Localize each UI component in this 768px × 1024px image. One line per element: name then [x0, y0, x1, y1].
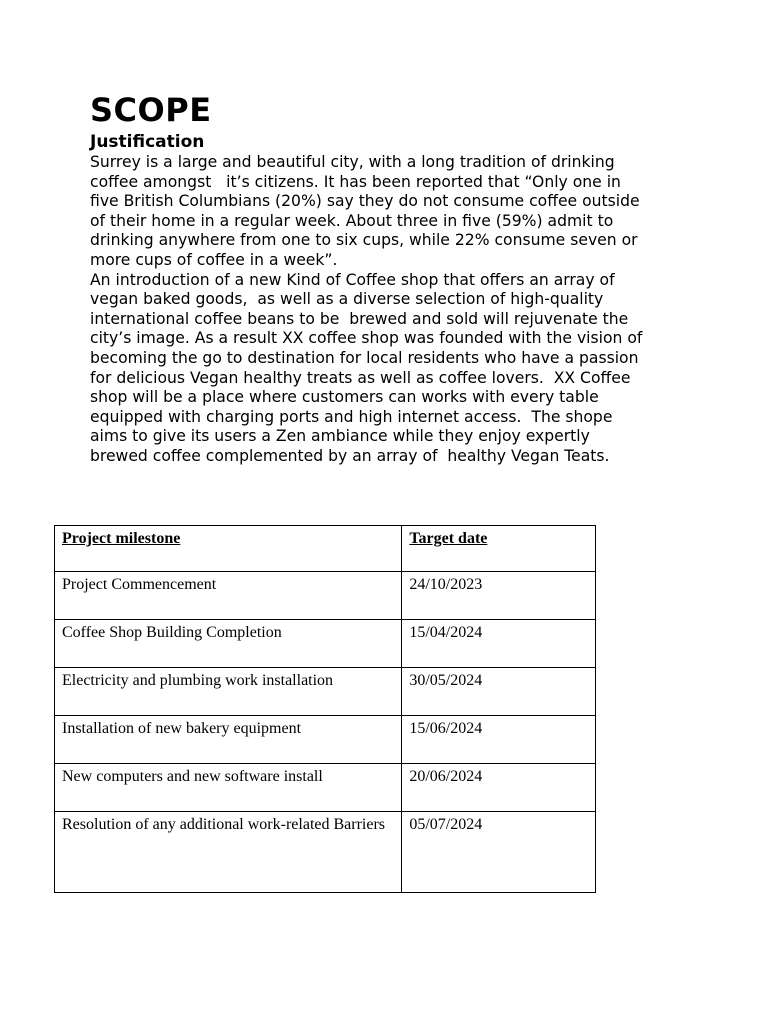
paragraph-line: coffee amongst it’s citizens. It has been reported that “Only one in [90, 172, 621, 191]
paragraph-line: vegan baked goods, as well as a diverse selection of high-quality [90, 290, 604, 309]
target-date-cell: 05/07/2024 [402, 812, 596, 893]
paragraph-line: aims to give its users a Zen ambiance while they enjoy expertly [90, 427, 590, 446]
milestone-cell: New computers and new software install [55, 764, 402, 812]
paragraph-line: of their home in a regular week. About three in five (59%) admit to [90, 211, 614, 230]
page-title: SCOPE [90, 91, 212, 129]
table-row [55, 668, 596, 716]
milestone-cell: Electricity and plumbing work installation [55, 668, 402, 716]
table-row [55, 812, 596, 893]
table-header-row [55, 526, 596, 572]
target-date-cell: 30/05/2024 [402, 668, 596, 716]
paragraph-line: drinking anywhere from one to six cups, while 22% consume seven or [90, 231, 638, 250]
paragraph-line: Surrey is a large and beautiful city, with a long tradition of drinking [90, 153, 615, 171]
paragraph-line: shop will be a place where customers can works with every table [90, 388, 599, 407]
paragraph-line: city’s image. As a result XX coffee shop was founded with the vision of [90, 329, 643, 348]
justification-paragraph [90, 153, 690, 467]
table-row [55, 716, 596, 764]
table-row [55, 620, 596, 668]
milestone-cell: Resolution of any additional work-related Barriers [55, 812, 402, 893]
target-date-cell: 20/06/2024 [402, 764, 596, 812]
target-date-cell: 15/06/2024 [402, 716, 596, 764]
paragraph-line: brewed coffee complemented by an array of healthy Vegan Teats. [90, 446, 610, 465]
header-target-date: Target date [402, 526, 596, 572]
target-date-cell: 24/10/2023 [402, 572, 596, 620]
section-heading: Justification [90, 132, 205, 152]
milestone-cell: Coffee Shop Building Completion [55, 620, 402, 668]
target-date-cell: 15/04/2024 [402, 620, 596, 668]
paragraph-line: An introduction of a new Kind of Coffee shop that offers an array of [90, 270, 615, 289]
paragraph-line: for delicious Vegan healthy treats as well as coffee lovers. XX Coffee [90, 368, 631, 387]
paragraph-line: equipped with charging ports and high internet access. The shope [90, 407, 613, 426]
table-row [55, 572, 596, 620]
header-project-milestone: Project milestone [55, 526, 402, 572]
milestone-cell: Project Commencement [55, 572, 402, 620]
milestone-cell: Installation of new bakery equipment [55, 716, 402, 764]
paragraph-line: five British Columbians (20%) say they do not consume coffee outside [90, 192, 640, 211]
table-row [55, 764, 596, 812]
paragraph-line: more cups of coffee in a week”. [90, 250, 338, 269]
paragraph-line: becoming the go to destination for local residents who have a passion [90, 348, 639, 367]
paragraph-line: international coffee beans to be brewed and sold will rejuvenate the [90, 309, 629, 328]
milestone-table [54, 525, 596, 893]
